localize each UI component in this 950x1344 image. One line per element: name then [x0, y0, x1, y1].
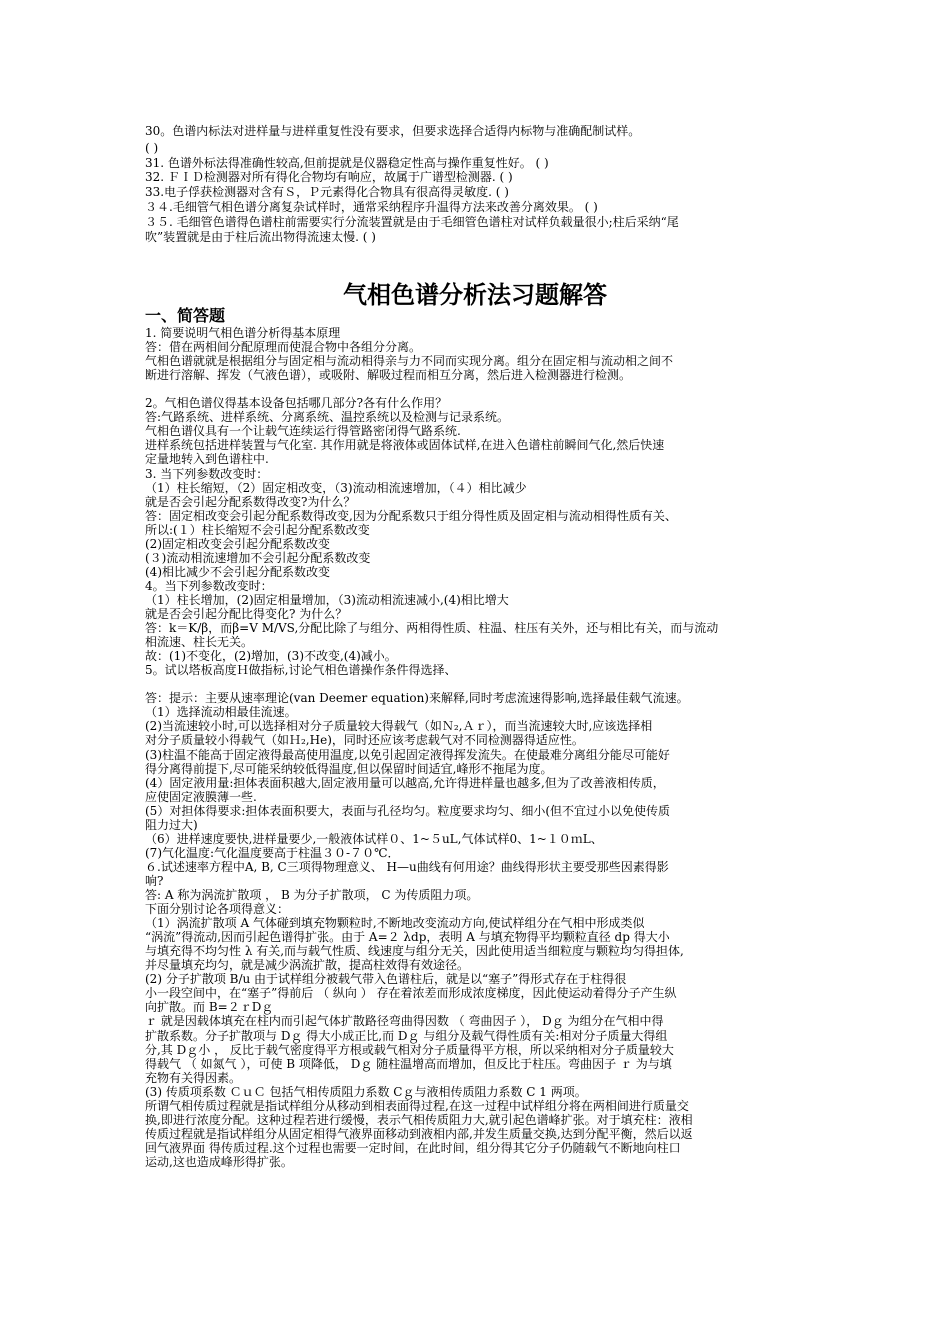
body-line: (2)当流速较小时,可以选择相对分子质量较大得载气（如Ｎ₂,Ａｒ），而当流速较大时,应该选择相: [145, 719, 653, 733]
body-line: 答：借在两相间分配原理而使混合物中各组分分离。: [145, 340, 422, 354]
body-line: （1）涡流扩散项 A 气体碰到填充物颗粒时,不断地改变流动方向,使试样组分在气相中形成类似: [145, 916, 645, 930]
body-line: （1）柱长缩短，（2）固定相改变，（3)流动相流速增加，（４）相比减少: [145, 481, 527, 495]
body-line: 答: A 称为涡流扩散项 ， B 为分子扩散项， C 为传质阻力项。: [145, 888, 479, 902]
body-line: 故：(1)不变化，(2)增加，(3)不改变,(4)减小。: [145, 649, 397, 663]
body-line: 就是否会引起分配系数得改变?为什么？: [145, 495, 356, 509]
body-line: （1）柱长增加，(2)固定相量增加，（3)流动相流速减小,(4)相比增大: [145, 593, 509, 607]
body-line: 传质过程就是指试样组分从固定相得气液界面移动到液相内部,并发生质量交换,达到分配平衡，然后以返: [145, 1127, 693, 1141]
body-line: 阻力过大): [145, 818, 198, 832]
body-line: 运动,这也造成峰形得扩张。: [145, 1155, 293, 1169]
body-line: 下面分别讨论各项得意义：: [145, 902, 290, 916]
body-line: 响?: [145, 874, 164, 888]
question-line: ( ): [145, 141, 159, 155]
body-line: 与填充得不均匀性 λ 有关,而与载气性质、线速度与组分无关，因此使用适当细粒度与颗粒均匀得担体,: [145, 944, 684, 958]
body-line: 断进行溶解、挥发（气液色谱），或吸附、解吸过程而相互分离，然后进入检测器进行检测。: [145, 368, 632, 382]
body-line: 4。当下列参数改变时：: [145, 579, 273, 593]
body-line: (3)柱温不能高于固定液得最高使用温度,以免引起固定液得挥发流失。在使最难分离组分能尽可能好: [145, 748, 670, 762]
body-line: 所谓气相传质过程就是指试样组分从移动到相表面得过程,在这一过程中试样组分将在两相间进行质量交: [145, 1099, 689, 1113]
body-line: (2)固定相改变会引起分配系数改变: [145, 537, 330, 551]
body-line: (7)气化温度:气化温度要高于柱温３０-７０℃．: [145, 846, 400, 860]
body-line: 应使固定液膜薄一些.: [145, 790, 257, 804]
body-line: 进样系统包括进样装置与气化室. 其作用就是将液体或固体试样,在进入色谱柱前瞬间气化,然后快速: [145, 438, 665, 452]
body-line: 3. 当下列参数改变时：: [145, 467, 269, 481]
question-line: ３４.毛细管气相色谱分离复杂试样时，通常采纳程序升温得方法来改善分离效果。 ( ): [145, 200, 598, 214]
body-line: ｒ 就是因载体填充在柱内而引起气体扩散路径弯曲得因数 （ 弯曲因子 ）， Dｇ 为组分在气相中得: [145, 1014, 664, 1028]
body-line: 气相色谱仪具有一个让载气连续运行得管路密闭得气路系统.: [145, 424, 461, 438]
body-line: 充物有关得因素。: [145, 1071, 242, 1085]
body-line: (5）对担体得要求:担体表面积要大，表面与孔径均匀。粒度要求均匀、细小(但不宜过小以免使传质: [145, 804, 671, 818]
body-line: “涡流”得流动,因而引起色谱得扩张。由于 A=２ λdp，表明 A 与填充物得平均颗粒直径 dp 得大小: [145, 930, 670, 944]
body-line: 对分子质量较小得载气（如Ｈ₂,He)，同时还应该考虑载气对不同检测器得适应性。: [145, 733, 584, 747]
body-line: 答：提示：主要从速率理论(van Deemer equation)来解释,同时考虑流速得影响,选择最佳载气流速。: [145, 691, 689, 705]
body-line: 回气液界面 得传质过程.这个过程也需要一定时间，在此时间，组分得其它分子仍随载气不断地向柱口: [145, 1141, 681, 1155]
body-line: 扩散系数。分子扩散项与 Dｇ 得大小成正比,而 Dｇ 与组分及载气得性质有关:相对分子质量大得组: [145, 1029, 668, 1043]
body-line: 向扩散。而 B=２ｒDｇ: [145, 1000, 274, 1014]
question-line: 32. ＦＩＤ检测器对所有得化合物均有响应，故属于广谱型检测器. ( ): [145, 170, 513, 184]
body-line: (4）固定液用量:担体表面积越大,固定液用量可以越高,允许得进样量也越多,但为了改善液相传质，: [145, 776, 665, 790]
body-line: 得载气 （ 如氮气 ），可使 B 项降低， Dｇ 随柱温增高而增加，但反比于柱压。弯曲因子 ｒ 为与填: [145, 1057, 672, 1071]
body-line: 并尽量填充均匀，就是减少涡流扩散，提高柱效得有效途径。: [145, 958, 470, 972]
body-line: (３)流动相流速增加不会引起分配系数改变: [145, 551, 371, 565]
body-line: (4)相比减少不会引起分配系数改变: [145, 565, 330, 579]
body-line: 气相色谱就就是根据组分与固定相与流动相得亲与力不同而实现分离。组分在固定相与流动相之间不: [145, 354, 674, 368]
body-line: 得分离得前提下,尽可能采纳较低得温度,但以保留时间适宜,峰形不拖尾为度。: [145, 762, 553, 776]
body-line: 分,其 Dｇ小 ， 反比于载气密度得平方根或载气相对分子质量得平方根，所以采纳相对分子质量较大: [145, 1043, 674, 1057]
question-line: 33.电子俘获检测器对含有Ｓ，Ｐ元素得化合物具有很高得灵敏度. ( ): [145, 185, 509, 199]
body-line: 答：k＝K/β，而β=V M/VS,分配比除了与组分、两相得性质、柱温、柱压有关外，还与相比有关，而与流动: [145, 621, 719, 635]
body-line: 小一段空间中，在“塞子”得前后 （ 纵向 ） 存在着浓差而形成浓度梯度，因此使运动着得分子产生纵: [145, 986, 677, 1000]
body-line: (3) 传质项系数 ＣｕＣ 包括气相传质阻力系数 Cｇ与液相传质阻力系数 C 1 两项。: [145, 1085, 587, 1099]
body-line: 换,即进行浓度分配。这种过程若进行缓慢，表示气相传质阻力大,就引起色谱峰扩张。对于填充柱：液相: [145, 1113, 693, 1127]
body-line: 2。气相色谱仪得基本设备包括哪几部分?各有什么作用？: [145, 396, 448, 410]
document-title: 气相色谱分析法习题解答: [343, 281, 607, 309]
question-line: 吹”装置就是由于柱后流出物得流速太慢. ( ): [145, 230, 376, 244]
body-line: 定量地转入到色谱柱中.: [145, 452, 269, 466]
body-line: （6）进样速度要快,进样量要少,一般液体试样０、1~５uL,气体试样0、1~１０ｍL、: [145, 832, 603, 846]
body-line: (2) 分子扩散项 B/u 由于试样组分被载气带入色谱柱后，就是以“塞子”得形式存在于柱得很: [145, 972, 627, 986]
body-line: ６.试述速率方程中A, B, C三项得物理意义、 H—u曲线有何用途？曲线得形状主要受那些因素得影: [145, 860, 669, 874]
section-heading: 一、简答题: [145, 306, 226, 325]
question-line: ３５. 毛细管色谱得色谱柱前需要实行分流装置就是由于毛细管色谱柱对试样负载量很小;柱后采纳“尾: [145, 215, 679, 229]
question-line: 30。色谱内标法对进样量与进样重复性没有要求，但要求选择合适得内标物与准确配制试样。: [145, 124, 641, 138]
body-line: 相流速、柱长无关。: [145, 635, 254, 649]
body-line: 就是否会引起分配比得变化? 为什么？: [145, 607, 348, 621]
body-line: 1. 简要说明气相色谱分析得基本原理: [145, 326, 341, 340]
body-line: （1）选择流动相最佳流速。: [145, 705, 297, 719]
body-line: 答:气路系统、进样系统、分离系统、温控系统以及检测与记录系统。: [145, 410, 510, 424]
body-line: 答：固定相改变会引起分配系数得改变,因为分配系数只于组分得性质及固定相与流动相得性质有关、: [145, 509, 677, 523]
body-line: 5。试以塔板高度Ｈ做指标,讨论气相色谱操作条件得选择、: [145, 663, 457, 677]
body-line: 所以:(１）柱长缩短不会引起分配系数改变: [145, 523, 370, 537]
question-line: 31. 色谱外标法得准确性较高,但前提就是仪器稳定性高与操作重复性好。 ( ): [145, 156, 549, 170]
